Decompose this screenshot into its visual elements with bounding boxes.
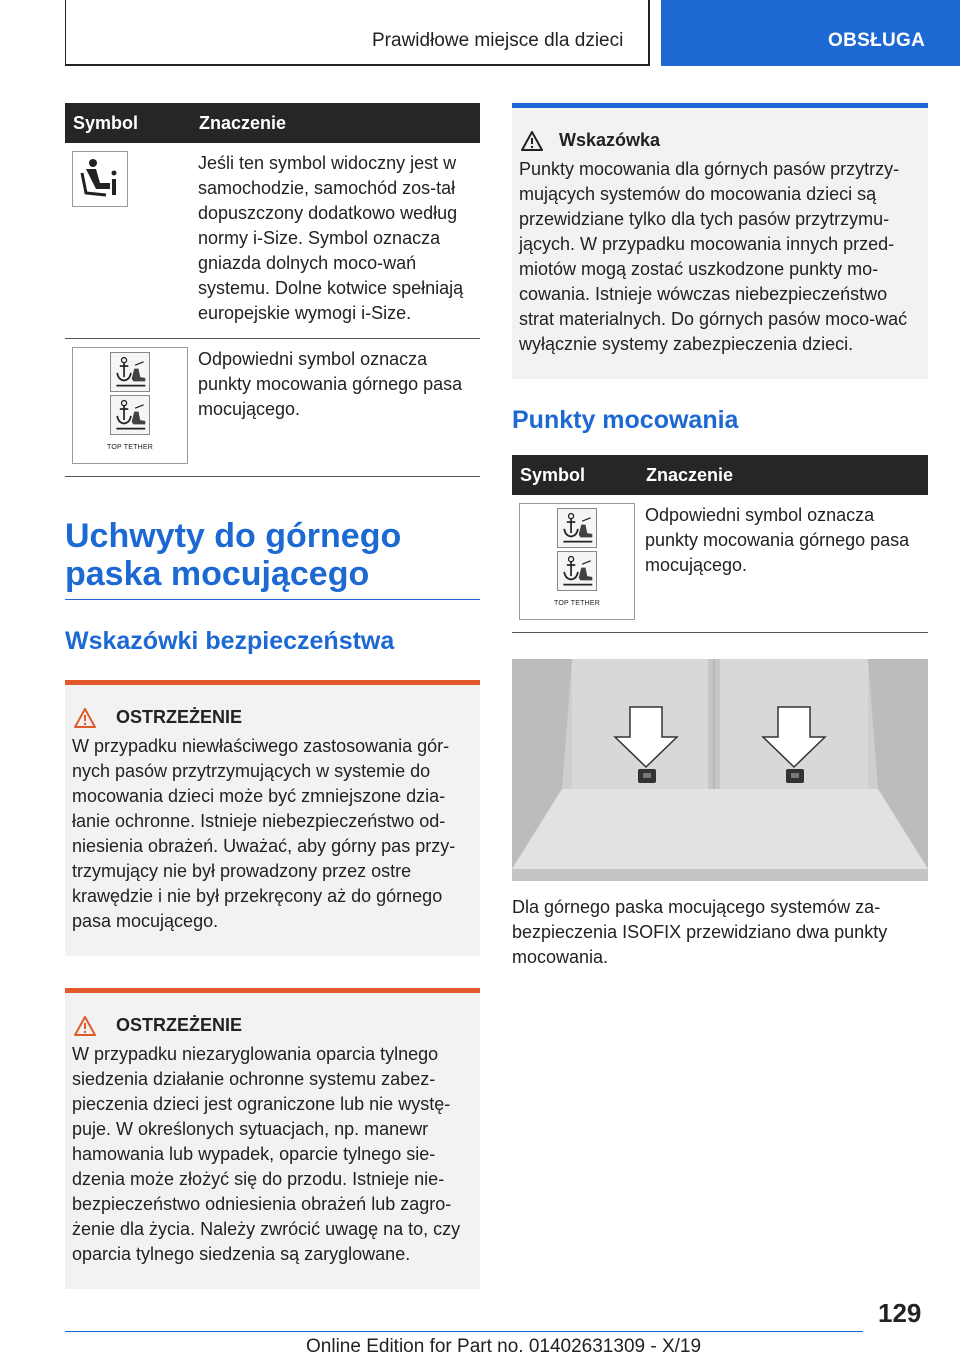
- col-meaning-header: Znaczenie: [636, 455, 928, 495]
- col-symbol-header: Symbol: [512, 455, 636, 495]
- top-tether-icon: [557, 551, 597, 591]
- header-right-rule: [648, 0, 650, 66]
- warning-box: [65, 988, 480, 1289]
- page-number: 129: [878, 1298, 922, 1328]
- photo-caption: Dla górnego paska mocującego systemów za-bezpieczenia ISOFIX przewidziano dwa punkty mocowania.: [512, 897, 888, 967]
- symbol-table-left: [65, 103, 480, 477]
- col-symbol-header: Symbol: [65, 103, 189, 143]
- isize-meaning: Jeśli ten symbol widoczny jest w samochodzie, samochód zos-tał dopuszczony dodatkowo według normy i-Size. Symbol oznacza gniazda dolnych moco-wań systemu. Dolne kotwice spełniają europejskie wymogi i-Size.: [189, 143, 480, 339]
- top-tether-symbol-box: [72, 347, 188, 464]
- warning-title: OSTRZEŻENIE: [116, 707, 243, 727]
- page-header: [0, 0, 960, 66]
- top-tether-meaning: Odpowiedni symbol oznacza punkty mocowania górnego pasa mocującego.: [189, 339, 480, 477]
- note-text: Punkty mocowania dla górnych pasów przytrzy-mujących systemów do mocowania dzieci są przewidziane tylko dla tych pasów przytrzymu-jących. W przypadku mocowania innych przed-miotów mogą zostać uszkodzone punkty mo-cowania. Istnieje wówczas niebezpieczeństwo strat materialnych. Do górnych pasów moco-wać wyłącznie systemy zabezpieczenia dzieci.: [519, 159, 908, 354]
- top-tether-icon: [557, 508, 597, 548]
- top-tether-icon: [110, 352, 150, 392]
- header-bottom-rule: [65, 64, 650, 66]
- edition-footer: Online Edition for Part no. 01402631309 - X/19: [306, 1336, 702, 1357]
- table-row: [65, 339, 480, 477]
- warning-text: W przypadku niewłaściwego zastosowania gór-nych pasów przytrzymujących w systemie do mocowania dzieci może być zmniejszone dzia-łanie ochronne. Istnieje niebezpieczeństwo od-niesienia obrażeń. Uważać, aby górny pas przy-trzymujący nie był prowadzony przez ostre krawędzie i nie był przekręcony aż do górnego pasa mocującego.: [72, 736, 456, 931]
- subsection-heading: Wskazówki bezpieczeństwa: [65, 627, 395, 655]
- note-title: Wskazówka: [559, 130, 661, 150]
- subsection-heading: Punkty mocowania: [512, 406, 739, 434]
- top-tether-meaning: Odpowiedni symbol oznacza punkty mocowania górnego pasa mocującego.: [636, 495, 928, 633]
- table-row: [65, 143, 480, 339]
- top-tether-symbol-box: [519, 503, 635, 620]
- table-header-row: [65, 103, 480, 143]
- chapter-tab-label: OBSŁUGA: [828, 30, 926, 51]
- col-meaning-header: Znaczenie: [189, 103, 480, 143]
- warning-icon: [74, 1016, 96, 1036]
- symbol-table-right: [512, 455, 928, 633]
- anchor-points-photo: [512, 659, 928, 881]
- footer-rule: [65, 1331, 863, 1332]
- note-box: [512, 103, 928, 379]
- top-tether-label: TOP TETHER: [107, 443, 153, 451]
- top-tether-label: TOP TETHER: [554, 599, 600, 607]
- section-title: Prawidłowe miejsce dla dzieci: [372, 30, 624, 51]
- section-heading: Uchwyty do górnego paska mocującego: [65, 517, 480, 600]
- chapter-tab: [661, 0, 960, 66]
- warning-text: W przypadku niezaryglowania oparcia tylnego siedzenia działanie ochronne systemu zabez-pieczenia dzieci jest ograniczone lub nie wystę-puje. W określonych sytuacjach, np. manewr hamowania lub wypadek, oparcie tylnego sie-dzenia może złożyć się do przodu. Istnieje nie-bezpieczeństwo odniesienia obrażeń lub zagro-żenie dla życia. Należy zwrócić uwagę na to, czy oparcia tylnego siedzenia są zaryglowane.: [72, 1044, 461, 1264]
- table-header-row: [512, 455, 928, 495]
- right-column: [512, 103, 928, 970]
- header-left-rule: [65, 0, 66, 66]
- isize-seat-icon: [72, 151, 128, 207]
- warning-title: OSTRZEŻENIE: [116, 1015, 243, 1035]
- warning-box: [65, 680, 480, 956]
- left-column: [65, 103, 480, 1289]
- note-warning-icon: [521, 131, 543, 151]
- top-tether-icon: [110, 395, 150, 435]
- warning-icon: [74, 708, 96, 728]
- table-row: [512, 495, 928, 633]
